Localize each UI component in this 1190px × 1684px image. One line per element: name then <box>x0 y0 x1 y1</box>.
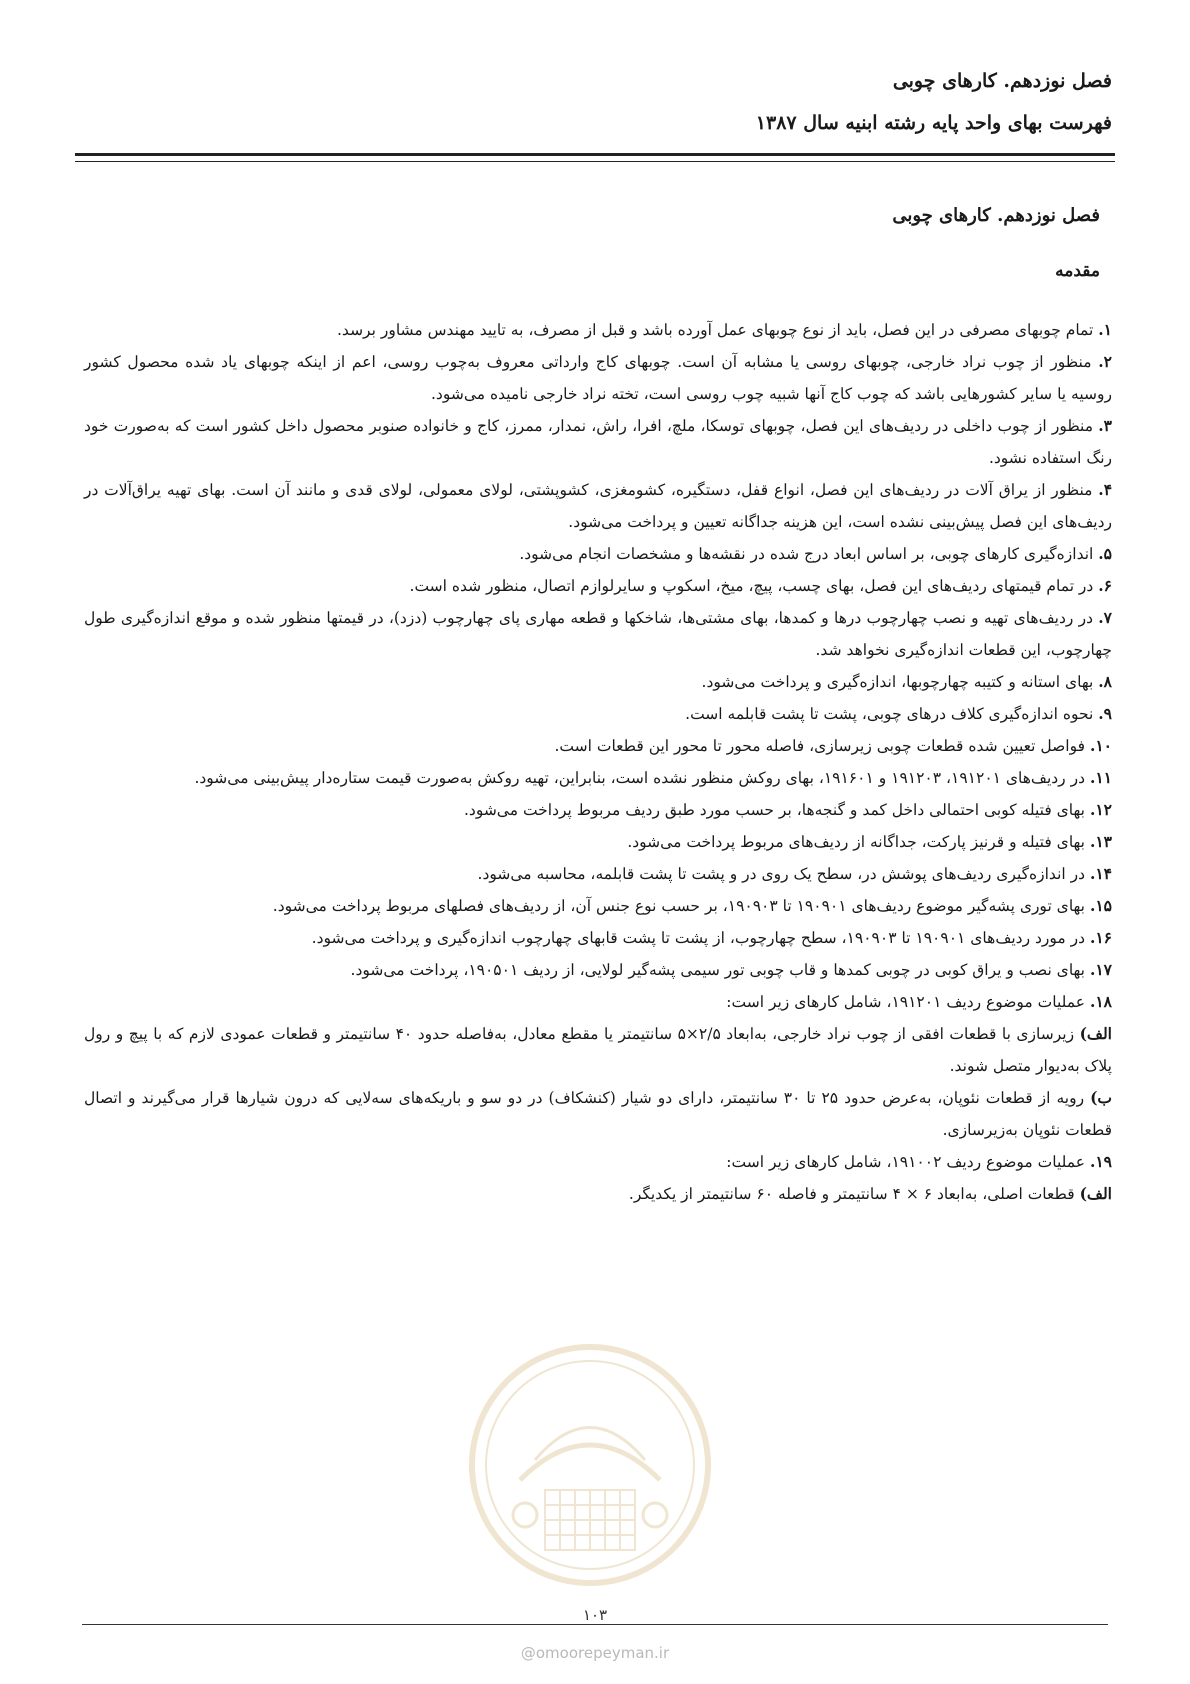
running-header <box>78 60 1112 144</box>
paragraph-number: ۷. <box>1098 608 1112 627</box>
paragraph-number: ۱۰. <box>1089 736 1112 755</box>
main-content <box>84 198 1112 1210</box>
paragraph-number: ۲. <box>1098 352 1112 371</box>
paragraph-number: ۸. <box>1098 672 1112 691</box>
paragraph-number: ۱۴. <box>1089 864 1112 883</box>
paragraph-number: ۶. <box>1098 576 1112 595</box>
paragraph <box>84 346 1112 410</box>
paragraph <box>84 794 1112 826</box>
paragraph-text: بهای نصب و یراق کوبی در چوبی کمدها و قاب چوبی تور سیمی پشه‌گیر لولایی، از ردیف ۱۹۰۵۰۱، پرداخت می‌شود. <box>350 961 1085 979</box>
paragraph <box>84 538 1112 570</box>
paragraph-text: منظور از یراق آلات در ردیف‌های این فصل، انواع قفل، دستگیره، کشومغزی، کشوپشتی، لولای معمولی، لولای قدی و مانند آن است. بهای تهیه یراق‌آلات در ردیف‌های این فصل پیش‌بینی نشده است، این هزینه جداگانه تعیین و پرداخت می‌شود. <box>84 481 1112 531</box>
paragraph-text: زیرسازی با قطعات افقی از چوب نراد خارجی، به‌ابعاد ۲/۵×۵ سانتیمتر یا مقطع معادل، به‌فاصله حدود ۴۰ سانتیمتر و قطعات عمودی لازم که با پیچ و رول پلاک به‌دیوار متصل شوند. <box>84 1025 1112 1075</box>
paragraph-label: الف) <box>1079 1024 1112 1043</box>
paragraph-number: ۱۲. <box>1089 800 1112 819</box>
paragraph-label: الف) <box>1079 1184 1112 1203</box>
paragraph-text: در ردیف‌های ۱۹۱۲۰۱، ۱۹۱۲۰۳ و ۱۹۱۶۰۱، بهای روکش منظور نشده است، بنابراین، تهیه روکش به‌صورت قیمت ستاره‌دار پیش‌بینی می‌شود. <box>194 769 1085 787</box>
paragraph-text: عملیات موضوع ردیف ۱۹۱۰۰۲، شامل کارهای زیر است: <box>726 1153 1085 1171</box>
paragraph <box>84 602 1112 666</box>
paragraph-text: بهای فتیله و قرنیز پارکت، جداگانه از ردیف‌های مربوط پرداخت می‌شود. <box>627 833 1085 851</box>
paragraph <box>84 666 1112 698</box>
paragraph-number: ۴. <box>1098 480 1113 499</box>
paragraph-text: در تمام قیمتهای ردیف‌های این فصل، بهای چسب، پیچ، میخ، اسکوپ و سایرلوازم اتصال، منظور شده است. <box>409 577 1094 595</box>
page-number: ۱۰۳ <box>582 1606 608 1624</box>
paragraph <box>84 698 1112 730</box>
paragraph-list <box>84 314 1112 1210</box>
paragraph <box>84 762 1112 794</box>
paragraph <box>84 890 1112 922</box>
paragraph-text: اندازه‌گیری کارهای چوبی، بر اساس ابعاد درج شده در نقشه‌ها و مشخصات انجام می‌شود. <box>519 545 1094 563</box>
chapter-title: فصل نوزدهم. کارهای چوبی <box>892 205 1100 226</box>
paragraph <box>84 1146 1112 1178</box>
paragraph <box>84 730 1112 762</box>
paragraph-number: ۱۶. <box>1089 928 1112 947</box>
paragraph-text: بهای توری پشه‌گیر موضوع ردیف‌های ۱۹۰۹۰۱ تا ۱۹۰۹۰۳، بر حسب نوع جنس آن، از ردیف‌های فصلهای مربوط پرداخت می‌شود. <box>272 897 1085 915</box>
paragraph-text: منظور از چوب نراد خارجی، چوبهای روسی یا مشابه آن است. چوبهای کاج وارداتی معروف به‌چوب روسی، اعم از اینکه چوبهای یاد شده محصول کشور روسیه یا سایر کشورهایی باشد که چوب کاج آنها شبیه چوب روسی است، تخته نراد خارجی نامیده می‌شود. <box>84 353 1112 403</box>
paragraph-text: نحوه اندازه‌گیری کلاف درهای چوبی، پشت تا پشت قابلمه است. <box>685 705 1094 723</box>
paragraph-text: بهای استانه و کتیبه چهارچوبها، اندازه‌گیری و پرداخت می‌شود. <box>701 673 1094 691</box>
paragraph-text: منظور از چوب داخلی در ردیف‌های این فصل، چوبهای توسکا، ملچ، افرا، راش، نمدار، ممرز، کاج و خانواده صنوبر محصول داخل کشور است که به‌صورت خود رنگ استفاده نشود. <box>84 417 1112 467</box>
header-double-rule <box>75 153 1115 162</box>
paragraph-number: ۱۳. <box>1089 832 1112 851</box>
paragraph <box>84 1082 1112 1146</box>
watermark-seal-icon <box>465 1340 715 1590</box>
paragraph <box>84 922 1112 954</box>
paragraph <box>84 314 1112 346</box>
paragraph-number: ۹. <box>1098 704 1112 723</box>
paragraph-number: ۵. <box>1098 544 1112 563</box>
intro-heading: مقدمه <box>1055 261 1100 281</box>
paragraph-text: در ردیف‌های تهیه و نصب چهارچوب درها و کمدها، بهای مشتی‌ها، شاخکها و قطعه مهاری پای چهارچوب (دزد)، در قیمتها منظور شده و موقع اندازه‌گیری طول چهارچوب، این قطعات اندازه‌گیری نخواهد شد. <box>84 609 1112 659</box>
paragraph-number: ۱۹. <box>1089 1152 1112 1171</box>
paragraph-text: قطعات اصلی، به‌ابعاد ۶ × ۴ سانتیمتر و فاصله ۶۰ سانتیمتر از یکدیگر. <box>628 1185 1075 1203</box>
header-book-line: فهرست بهای واحد پایه رشته ابنیه سال ۱۳۸۷ <box>755 112 1112 134</box>
paragraph-text: عملیات موضوع ردیف ۱۹۱۲۰۱، شامل کارهای زیر است: <box>726 993 1085 1011</box>
paragraph-number: ۱۵. <box>1089 896 1112 915</box>
paragraph-text: تمام چوبهای مصرفی در این فصل، باید از نوع چوبهای عمل آورده باشد و قبل از مصرف، به تایید مهندس مشاور برسد. <box>337 321 1094 339</box>
paragraph-label: ب) <box>1090 1088 1113 1107</box>
paragraph <box>84 1178 1112 1210</box>
paragraph <box>84 954 1112 986</box>
paragraph <box>84 474 1112 538</box>
paragraph-number: ۱۱. <box>1089 768 1112 787</box>
paragraph <box>84 986 1112 1018</box>
paragraph-number: ۱۸. <box>1089 992 1112 1011</box>
site-watermark-text: @omoorepeyman.ir <box>520 1644 670 1662</box>
paragraph <box>84 858 1112 890</box>
header-chapter-line: فصل نوزدهم. کارهای چوبی <box>892 70 1112 92</box>
paragraph <box>84 1018 1112 1082</box>
paragraph-number: ۳. <box>1098 416 1112 435</box>
paragraph-text: رویه از قطعات نئوپان، به‌عرض حدود ۲۵ تا ۳۰ سانتیمتر، دارای دو شیار (کنشکاف) در دو سو و باریکه‌های سه‌لایی که درون شیارها قرار می‌گیرند و اتصال قطعات نئوپان به‌زیرسازی. <box>84 1089 1112 1139</box>
paragraph-text: فواصل تعیین شده قطعات چوبی زیرسازی، فاصله محور تا محور این قطعات است. <box>554 737 1085 755</box>
footer-rule <box>82 1624 1108 1625</box>
paragraph-text: بهای فتیله کوبی احتمالی داخل کمد و گنجه‌ها، بر حسب مورد طبق ردیف مربوط پرداخت می‌شود. <box>463 801 1085 819</box>
paragraph-text: در مورد ردیف‌های ۱۹۰۹۰۱ تا ۱۹۰۹۰۳، سطح چهارچوب، از پشت تا پشت قابهای چهارچوب اندازه‌گیری و پرداخت می‌شود. <box>311 929 1085 947</box>
paragraph <box>84 570 1112 602</box>
paragraph-text: در اندازه‌گیری ردیف‌های پوشش در، سطح یک روی در و پشت تا پشت قابلمه، محاسبه می‌شود. <box>477 865 1085 883</box>
paragraph <box>84 826 1112 858</box>
paragraph <box>84 410 1112 474</box>
paragraph-number: ۱۷. <box>1089 960 1112 979</box>
paragraph-number: ۱. <box>1098 320 1112 339</box>
